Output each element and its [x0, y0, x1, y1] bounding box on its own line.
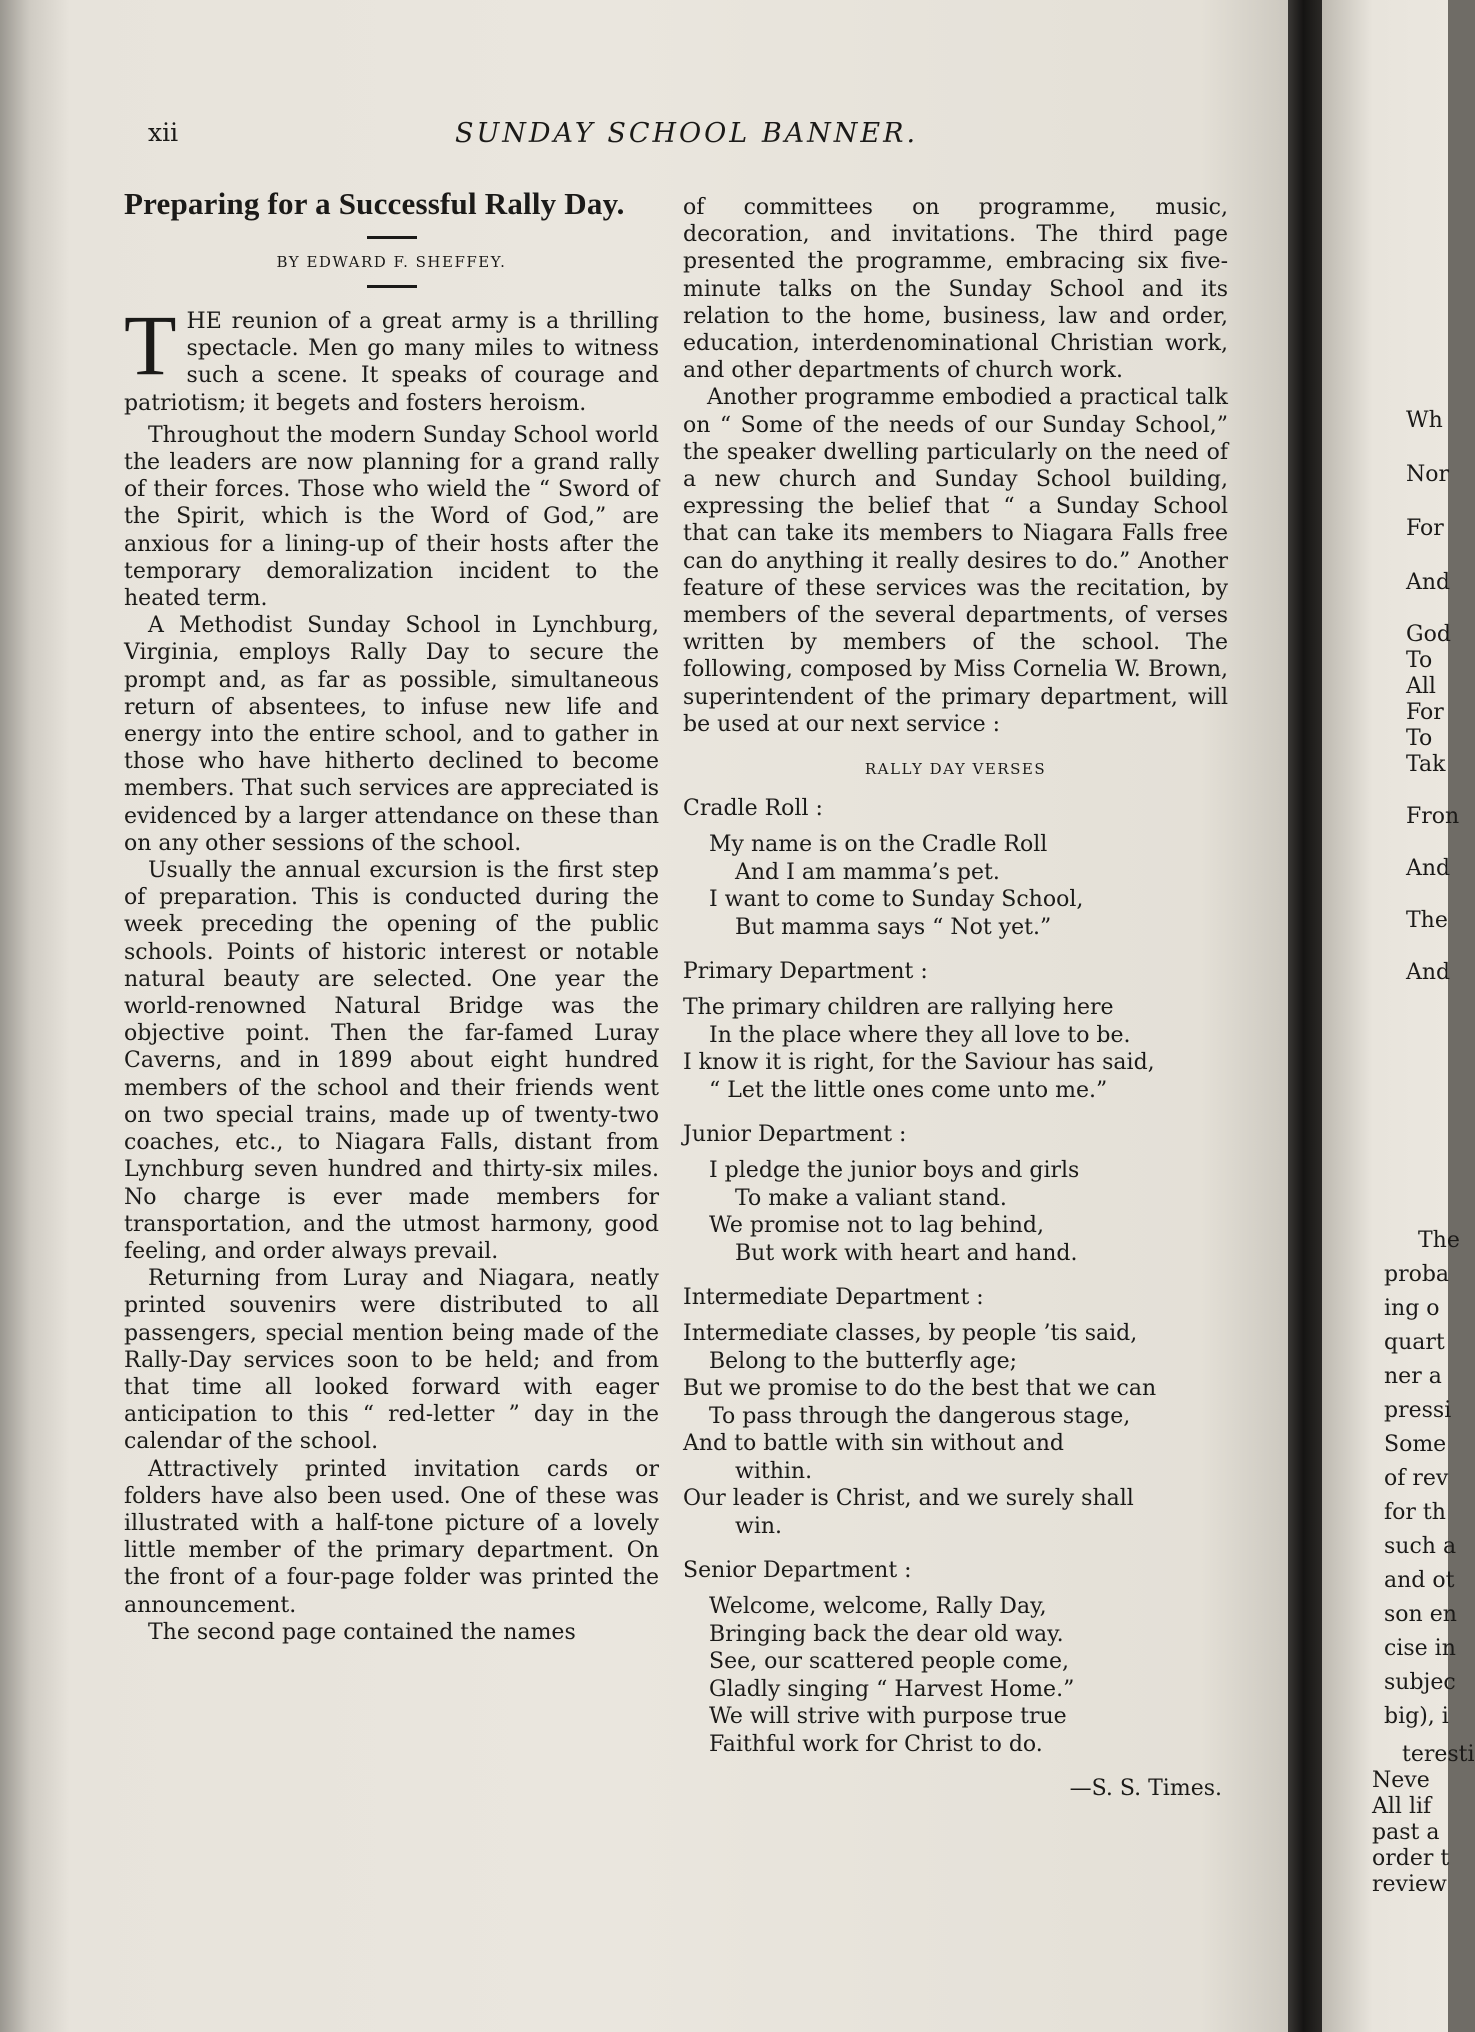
paragraph-9: Another programme embodied a practical talk on “ Some of the needs of our Sunday School,” the speaker dwelling particularly on the need of a new church and Sunday School building, expressing the belief that “ a Sunday School that can take its members to Niagara Falls free can do anything it really desires to do.” Another feature of these services was the recitation, by members of the several departments, of verses written by members of the school. The following, composed by Miss Cornelia W. Brown, superintendent of the primary department, will be used at our next service :: [683, 385, 1228, 737]
byline-rule: [367, 285, 417, 288]
fragment-text: quart: [1384, 1330, 1445, 1355]
attribution: —S. S. Times.: [1069, 1776, 1222, 1802]
verse-line: Intermediate classes, by people ’tis said,: [683, 1321, 1138, 1347]
verse-line: Faithful work for Christ to do.: [709, 1731, 1043, 1757]
book-gutter: [1288, 0, 1322, 2032]
fragment-text: such a: [1384, 1534, 1457, 1559]
fragment-text: subjec: [1384, 1670, 1456, 1695]
fragment-text: for th: [1384, 1500, 1446, 1525]
fragment-text: God: [1406, 622, 1451, 647]
verse-line: But work with heart and hand.: [735, 1240, 1078, 1266]
fragment-text: And: [1406, 960, 1451, 985]
fragment-text: Some: [1384, 1432, 1447, 1457]
fragment-text: And: [1406, 570, 1451, 595]
drop-cap: T: [124, 297, 177, 393]
verse-line: I know it is right, for the Saviour has said,: [683, 1050, 1155, 1076]
verse-intermediate: [683, 1285, 1228, 1540]
paragraph-1: [124, 297, 659, 417]
fragment-text: proba: [1384, 1262, 1450, 1287]
fragment-text: Fron: [1406, 804, 1460, 829]
fragment-text: And: [1406, 856, 1451, 881]
fragment-text: of rev: [1384, 1466, 1449, 1491]
title-rule: [367, 236, 417, 239]
verse-line: Bringing back the dear old way.: [709, 1621, 1064, 1647]
page-header: [0, 118, 1250, 158]
paragraph-7: The second page contained the names: [148, 1619, 576, 1645]
verse-line: “ Let the little ones come unto me.”: [709, 1077, 1108, 1103]
verse-line: And to battle with sin without and: [683, 1431, 1064, 1457]
paragraph-8: of committees on programme, music, decoration, and invitations. The third page presented the programme, embracing six five-minute talks on the Sunday School and its relation to the home, business, law and order, education, interdenominational Christian work, and other departments of church work.: [683, 195, 1228, 384]
verse-line: We will strive with purpose true: [709, 1704, 1067, 1730]
fragment-text: To: [1406, 648, 1433, 673]
fragment-text: teresti: [1402, 1742, 1475, 1767]
verses-heading: RALLY DAY VERSES: [864, 760, 1047, 779]
facing-page-edge: [1322, 0, 1475, 2032]
fragment-text: The: [1406, 908, 1448, 933]
verse-line: See, our scattered people come,: [709, 1649, 1069, 1675]
paragraph-4: Usually the annual excursion is the first step of preparation. This is conducted during the week preceding the opening of the public schools. Points of historic interest or notable natural beauty are selected. One year the world-renowned Natural Bridge was the objective point. Then the far-famed Luray Caverns, and in 1899 about eight hundred members of the school and their friends went on two special trains, made up of twenty-two coaches, etc., to Niagara Falls, distant from Lynchburg seven hundred and thirty-six miles. No charge is ever made members for transportation, and the utmost harmony, good feeling, and order always prevail.: [124, 858, 659, 1264]
fragment-text: ner a: [1384, 1364, 1442, 1389]
fragment-text: and ot: [1384, 1568, 1455, 1593]
verse-label: Junior Department :: [683, 1122, 907, 1148]
verse-line: And I am mamma’s pet.: [735, 859, 1000, 885]
fragment-text: pressi: [1384, 1398, 1452, 1423]
paragraph-5: Returning from Luray and Niagara, neatly printed souvenirs were distributed to all passengers, special mention being made of the Rally-Day services soon to be held; and from that time all looked forward with eager anticipation to this “ red-letter ” day in the calendar of the school.: [124, 1266, 659, 1455]
verse-line: I want to come to Sunday School,: [709, 887, 1084, 913]
fragment-text: cise in: [1384, 1636, 1456, 1661]
verse-line: I pledge the junior boys and girls: [709, 1158, 1080, 1184]
fragment-text: All lif: [1372, 1794, 1432, 1819]
verse-senior: [683, 1558, 1228, 1758]
fragment-text: To: [1406, 726, 1433, 751]
verse-label: Primary Department :: [683, 959, 928, 985]
verse-line: My name is on the Cradle Roll: [709, 832, 1048, 858]
verse-line: Our leader is Christ, and we surely shall: [683, 1486, 1134, 1512]
fragment-text: past a: [1372, 1820, 1440, 1845]
verse-line: Gladly singing “ Harvest Home.”: [709, 1676, 1075, 1702]
fragment-text: For: [1406, 700, 1444, 725]
verse-line: within.: [735, 1458, 813, 1484]
article-byline: BY EDWARD F. SHEFFEY.: [276, 253, 507, 271]
running-head: SUNDAY SCHOOL BANNER.: [455, 118, 919, 149]
verse-line: But we promise to do the best that we can: [683, 1376, 1157, 1402]
verse-label: Cradle Roll :: [683, 796, 823, 822]
verse-line: To make a valiant stand.: [735, 1185, 1007, 1211]
paragraph-3: A Methodist Sunday School in Lynchburg, Virginia, employs Rally Day to secure the prompt and, as far as possible, simultaneous return of absentees, to infuse new life and energy into the entire school, and to gather in those who have hitherto declined to become members. That such services are appreciated is evidenced by a larger attendance on these than on any other sessions of the school.: [124, 613, 659, 856]
verse-primary: [683, 959, 1228, 1104]
verse-line: The primary children are rallying here: [683, 995, 1114, 1021]
page-folio: xii: [148, 118, 179, 147]
fragment-text: order t: [1372, 1846, 1450, 1871]
verse-line: But mamma says “ Not yet.”: [735, 914, 1052, 940]
fragment-text: The: [1418, 1228, 1460, 1253]
verse-label: Intermediate Department :: [683, 1285, 984, 1311]
right-column: [683, 194, 1228, 1801]
verse-line: Welcome, welcome, Rally Day,: [709, 1594, 1047, 1620]
fragment-text: review: [1372, 1872, 1447, 1897]
verse-line: We promise not to lag behind,: [709, 1213, 1044, 1239]
fragment-text: All: [1406, 674, 1436, 699]
verse-label: Senior Department :: [683, 1558, 912, 1584]
verse-line: In the place where they all love to be.: [709, 1022, 1131, 1048]
verse-line: win.: [735, 1513, 783, 1539]
verse-line: Belong to the butterfly age;: [709, 1348, 1018, 1374]
fragment-text: Tak: [1406, 752, 1446, 777]
fragment-text: ing o: [1384, 1296, 1440, 1321]
left-column: [124, 186, 659, 1646]
fragment-text: For: [1406, 516, 1444, 541]
fragment-text: Nor: [1406, 462, 1450, 487]
verse-junior: [683, 1122, 1228, 1267]
paragraph-6: Attractively printed invitation cards or folders have also been used. One of these was illustrated with a half-tone picture of a lovely little member of the primary department. On the front of a four-page folder was printed the announcement.: [124, 1456, 659, 1618]
paragraph-2: Throughout the modern Sunday School world the leaders are now planning for a grand rally of their forces. Those who wield the “ Sword of the Spirit, which is the Word of God,” are anxious for a lining-up of their hosts after the temporary demoralization incident to the heated term.: [124, 422, 659, 612]
fragment-text: big), i: [1384, 1704, 1449, 1729]
paragraph-1-text: HE reunion of a great army is a thrilling spectacle. Men go many miles to witness such a scene. It speaks of courage and patriotism; it begets and fosters heroism.: [124, 309, 659, 416]
article-title: Preparing for a Successful Rally Day.: [124, 186, 625, 221]
fragment-text: son en: [1384, 1602, 1457, 1627]
verse-line: To pass through the dangerous stage,: [709, 1403, 1131, 1429]
fragment-text: Neve: [1372, 1768, 1430, 1793]
fragment-text: Wh: [1406, 408, 1443, 433]
verse-cradle-roll: [683, 796, 1228, 941]
